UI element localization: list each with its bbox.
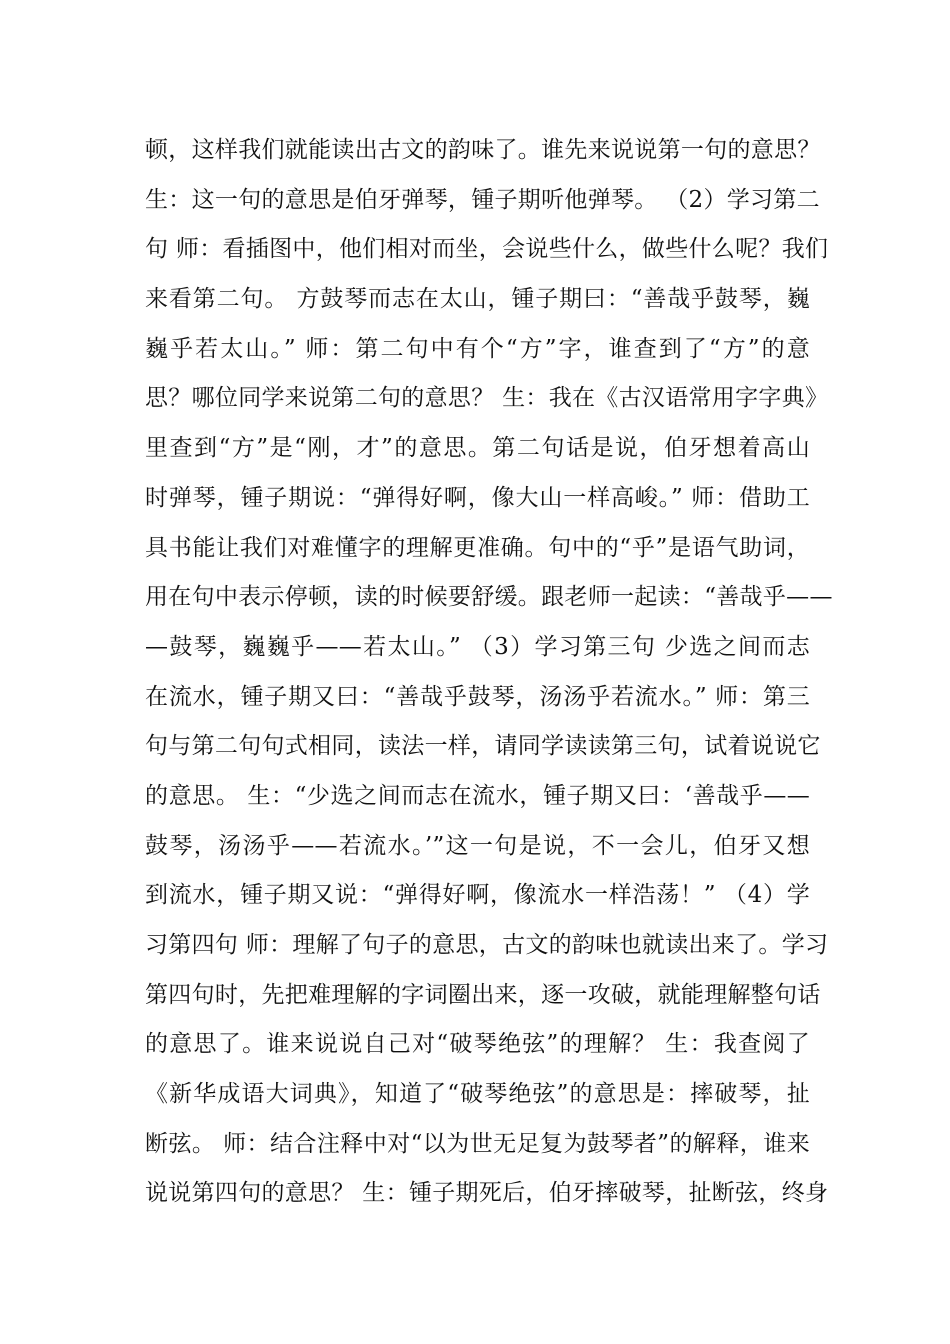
text-line: 来看第二句。 方鼓琴而志在太山，锺子期曰：“善哉乎鼓琴，巍 [145, 286, 810, 313]
text-line: 句与第二句句式相同，读法一样，请同学读读第三句，试着说说它 [145, 733, 821, 760]
text-line: 习第四句 师：理解了句子的意思，古文的韵味也就读出来了。学习 [145, 932, 829, 958]
text-line: 的意思。 生：“少选之间而志在流水，锺子期又曰：‘善哉乎—— [145, 782, 810, 809]
text-line: 的意思了。谁来说说自己对“破琴绝弦”的理解？ 生：我查阅了 [145, 1031, 810, 1058]
text-line: 鼓琴，汤汤乎——若流水。’”这一句是说，不一会儿，伯牙又想 [145, 832, 810, 859]
text-line: 生：这一句的意思是伯牙弹琴，锺子期听他弹琴。 （2）学习第二 [145, 186, 820, 213]
text-line: 里查到“方”是“刚，才”的意思。第二句话是说，伯牙想着高山 [145, 435, 810, 462]
text-line: 说说第四句的意思？ 生：锺子期死后，伯牙摔破琴，扯断弦，终身 [145, 1180, 829, 1207]
text-line: 在流水，锺子期又曰：“善哉乎鼓琴，汤汤乎若流水。” 师：第三 [145, 683, 810, 710]
text-line: 时弹琴，锺子期说：“弹得好啊，像大山一样高峻。” 师：借助工 [145, 484, 810, 511]
text-line: 巍乎若太山。” 师：第二句中有个“方”字，谁查到了“方”的意 [145, 335, 810, 362]
text-line: —鼓琴，巍巍乎——若太山。” （3）学习第三句 少选之间而志 [145, 633, 810, 660]
text-line: 具书能让我们对难懂字的理解更准确。句中的“乎”是语气助词， [145, 534, 810, 561]
text-line: 用在句中表示停顿，读的时候要舒缓。跟老师一起读：“善哉乎—— [145, 584, 833, 611]
text-line: 句 师：看插图中，他们相对而坐，会说些什么，做些什么呢？我们 [145, 236, 829, 263]
text-line: 《新华成语大词典》，知道了“破琴绝弦”的意思是：摔破琴，扯 [145, 1081, 810, 1108]
text-line: 到流水，锺子期又说：“弹得好啊，像流水一样浩荡！” （4）学 [145, 882, 810, 909]
body-text [145, 126, 833, 1219]
text-line: 第四句时，先把难理解的字词圈出来，逐一攻破，就能理解整句话 [145, 981, 821, 1008]
text-line: 顿，这样我们就能读出古文的韵味了。谁先来说说第一句的意思？ [145, 137, 821, 163]
text-line: 思？哪位同学来说第二句的意思？ 生：我在《古汉语常用字字典》 [145, 385, 829, 412]
text-line: 断弦。 师：结合注释中对“以为世无足复为鼓琴者”的解释，谁来 [145, 1130, 810, 1157]
